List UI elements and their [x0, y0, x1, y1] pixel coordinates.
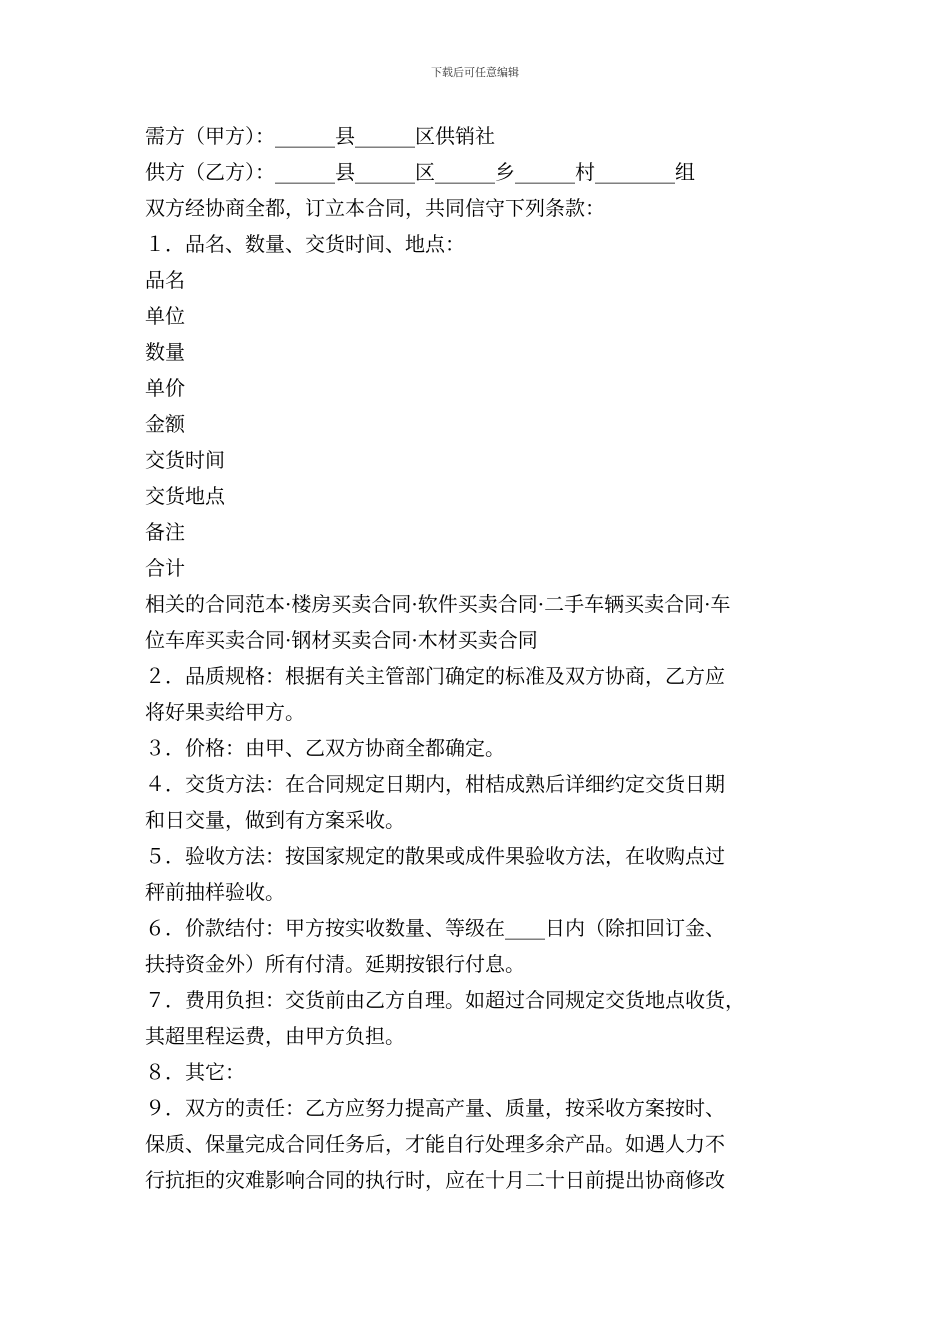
clause-6-line-2: 扶持资金外）所有付清。延期按银行付息。: [145, 952, 525, 976]
field-product-name: 品名: [145, 268, 185, 292]
related-templates-line-2: 位车库买卖合同·钢材买卖合同·木材买卖合同: [145, 628, 538, 652]
field-unit-price: 单价: [145, 376, 185, 400]
clause-4-line-2: 和日交量，做到有方案采收。: [145, 808, 405, 832]
clause-7-line-2: 其超里程运费，由甲方负担。: [145, 1024, 405, 1048]
related-templates-line-1: 相关的合同范本·楼房买卖合同·软件买卖合同·二手车辆买卖合同·车: [145, 592, 731, 616]
contract-body: [145, 118, 825, 1198]
clause-3: ３．价格：由甲、乙双方协商全都确定。: [145, 736, 505, 760]
clause-1-heading: １．品名、数量、交货时间、地点：: [145, 232, 465, 256]
clause-6-line-1: ６．价款结付：甲方按实收数量、等级在____日内（除扣回订金、: [145, 916, 725, 940]
clause-9-line-1: ９．双方的责任：乙方应努力提高产量、质量，按采收方案按时、: [145, 1096, 725, 1120]
field-remarks: 备注: [145, 520, 185, 544]
field-delivery-place: 交货地点: [145, 484, 225, 508]
clause-8: ８．其它：: [145, 1060, 245, 1084]
seller-line: 供方（乙方）：______县______区______乡______村________组: [145, 160, 695, 184]
clause-9-line-3: 行抗拒的灾难影响合同的执行时，应在十月二十日前提出协商修改: [145, 1168, 725, 1192]
clause-5-line-1: ５．验收方法：按国家规定的散果或成件果验收方法，在收购点过: [145, 844, 725, 868]
field-delivery-time: 交货时间: [145, 448, 225, 472]
clause-2-line-1: ２．品质规格：根据有关主管部门确定的标准及双方协商，乙方应: [145, 664, 725, 688]
clause-9-line-2: 保质、保量完成合同任务后，才能自行处理多余产品。如遇人力不: [145, 1132, 725, 1156]
field-total: 合计: [145, 556, 185, 580]
clause-5-line-2: 秤前抽样验收。: [145, 880, 285, 904]
field-quantity: 数量: [145, 340, 185, 364]
clause-4-line-1: ４．交货方法：在合同规定日期内，柑桔成熟后详细约定交货日期: [145, 772, 725, 796]
clause-2-line-2: 将好果卖给甲方。: [145, 700, 305, 724]
clause-7-line-1: ７．费用负担：交货前由乙方自理。如超过合同规定交货地点收货，: [145, 988, 745, 1012]
buyer-line: 需方（甲方）：______县______区供销社: [145, 124, 495, 148]
field-amount: 金额: [145, 412, 185, 436]
page-header-note: 下载后可任意编辑: [431, 66, 519, 79]
field-unit: 单位: [145, 304, 185, 328]
agreement-intro: 双方经协商全都，订立本合同，共同信守下列条款：: [145, 196, 605, 220]
